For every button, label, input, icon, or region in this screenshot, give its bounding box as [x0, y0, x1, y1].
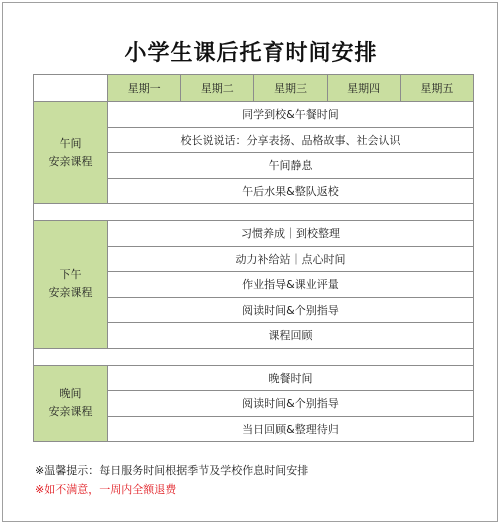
spacer-row	[34, 348, 474, 365]
page-title: 小学生课后托育时间安排	[124, 41, 378, 66]
activity-cell: 作业指导&课业评量	[108, 272, 474, 298]
activity-cell: 同学到校&午餐时间	[108, 102, 474, 128]
activity-cell: 动力补给站｜点心时间	[108, 246, 474, 272]
schedule-row	[34, 365, 474, 391]
activity-cell: 阅读时间&个别指导	[108, 297, 474, 323]
activity-cell: 午后水果&整队返校	[108, 178, 474, 204]
period-subtitle: 安亲课程	[48, 405, 93, 419]
day-header-friday: 星期五	[400, 75, 473, 102]
schedule-row	[34, 102, 474, 128]
refund-note: ※如不满意，一周内全额退费	[35, 483, 177, 496]
schedule-row	[34, 221, 474, 247]
corner-cell	[34, 75, 108, 102]
notes-section	[35, 461, 308, 499]
activity-cell: 阅读时间&个别指导	[108, 391, 474, 417]
period-name: 午间	[59, 136, 82, 150]
period-label-noon	[34, 102, 108, 204]
activity-cell: 当日回顾&整理待归	[108, 416, 474, 442]
spacer-cell	[34, 348, 474, 365]
schedule-page	[2, 2, 498, 522]
period-subtitle: 安亲课程	[48, 286, 93, 300]
spacer-row	[34, 204, 474, 221]
activity-cell: 课程回顾	[108, 323, 474, 349]
tip-note: ※温馨提示：每日服务时间根据季节及学校作息时间安排	[35, 464, 309, 477]
schedule-table	[33, 74, 474, 442]
day-header-thursday: 星期四	[327, 75, 400, 102]
period-label-evening	[34, 365, 108, 442]
day-header-row	[34, 75, 474, 102]
period-label-afternoon	[34, 221, 108, 349]
activity-cell: 习惯养成｜到校整理	[108, 221, 474, 247]
spacer-cell	[34, 204, 474, 221]
activity-cell: 晚餐时间	[108, 365, 474, 391]
activity-cell: 午间静息	[108, 153, 474, 179]
day-header-tuesday: 星期二	[181, 75, 254, 102]
day-header-wednesday: 星期三	[254, 75, 327, 102]
period-subtitle: 安亲课程	[48, 154, 93, 168]
day-header-monday: 星期一	[108, 75, 181, 102]
period-name: 晚间	[59, 387, 82, 401]
period-name: 下午	[59, 268, 82, 282]
activity-cell: 校长说说话：分享表扬、品格故事、社会认识	[108, 127, 474, 153]
